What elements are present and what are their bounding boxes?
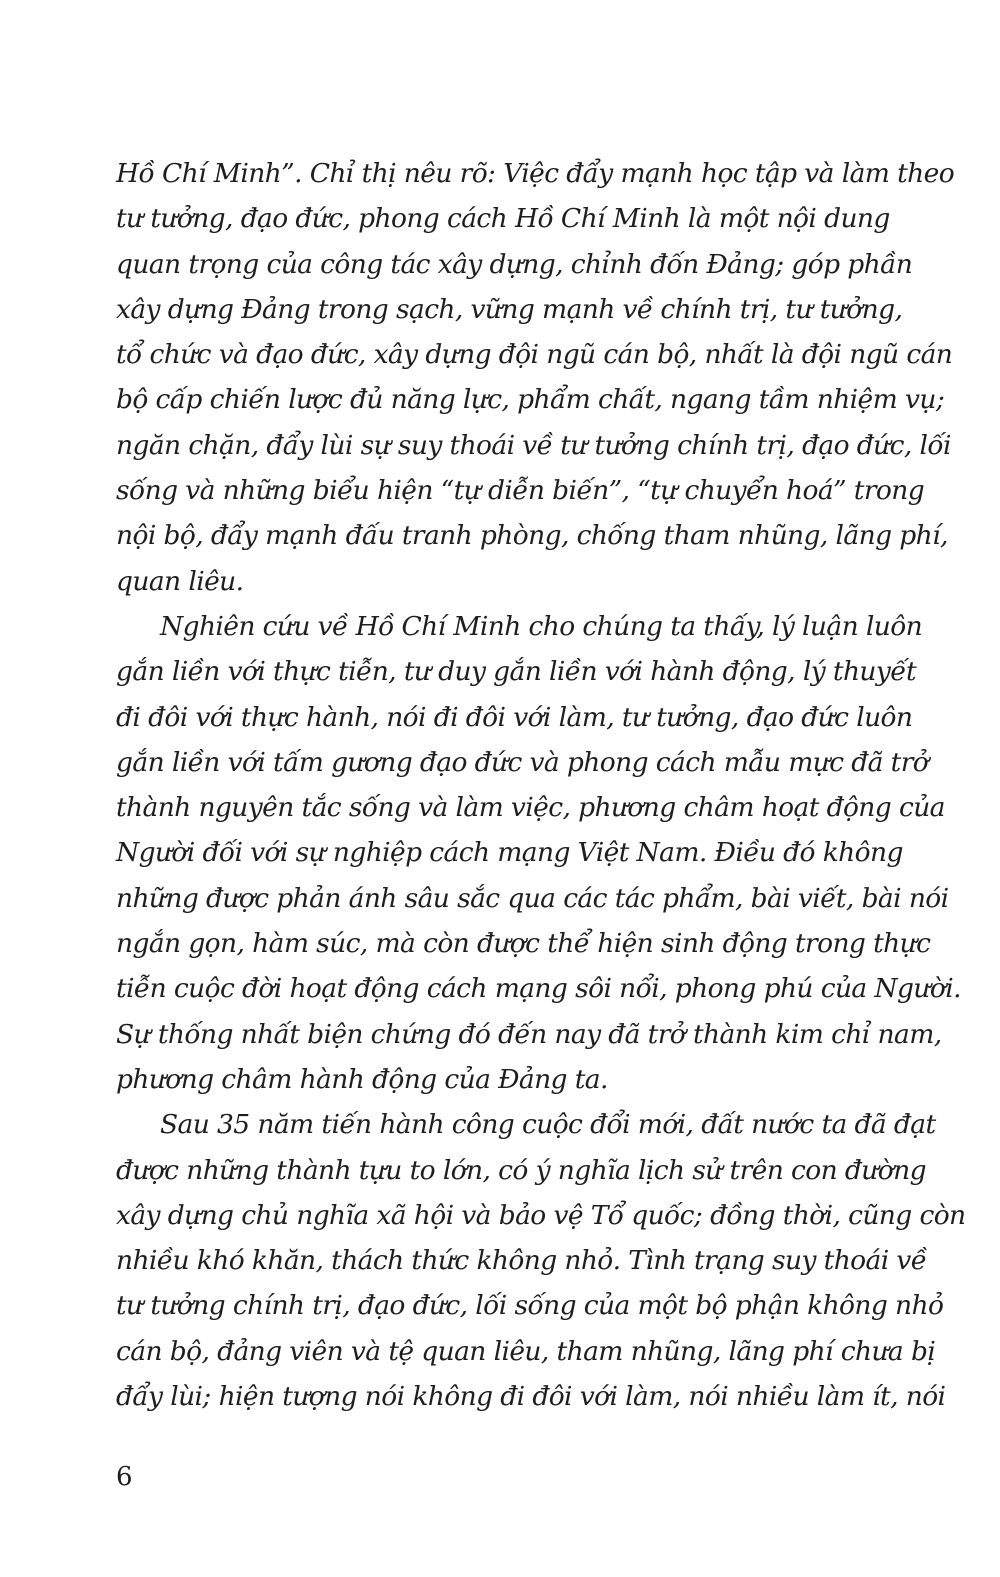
text-line: Sự thống nhất biện chứng đó đến nay đã trở thành kim chỉ nam, bbox=[116, 1018, 942, 1050]
text-line: quan trọng của công tác xây dựng, chỉnh đốn Đảng; góp phần bbox=[116, 248, 913, 280]
text-line: gắn liền với thực tiễn, tư duy gắn liền với hành động, lý thuyết bbox=[116, 656, 916, 688]
text-line: cán bộ, đảng viên và tệ quan liêu, tham nhũng, lãng phí chưa bị bbox=[116, 1335, 936, 1367]
text-line: Người đối với sự nghiệp cách mạng Việt Nam. Điều đó không bbox=[116, 837, 903, 869]
text-line: tư tưởng chính trị, đạo đức, lối sống của một bộ phận không nhỏ bbox=[116, 1290, 944, 1322]
paragraph-1 bbox=[116, 151, 955, 604]
text-line: tổ chức và đạo đức, xây dựng đội ngũ cán bộ, nhất là đội ngũ cán bbox=[116, 339, 953, 371]
text-line: tiễn cuộc đời hoạt động cách mạng sôi nổi, phong phú của Người. bbox=[116, 973, 961, 1005]
paragraph-3 bbox=[116, 1102, 966, 1419]
text-line: sống và những biểu hiện “tự diễn biến”, “tự chuyển hoá” trong bbox=[116, 475, 925, 507]
text-line: tư tưởng, đạo đức, phong cách Hồ Chí Minh là một nội dung bbox=[116, 203, 890, 235]
text-line: xây dựng Đảng trong sạch, vững mạnh về chính trị, tư tưởng, bbox=[116, 293, 903, 325]
text-line: quan liêu. bbox=[116, 565, 244, 597]
text-line: nội bộ, đẩy mạnh đấu tranh phòng, chống tham nhũng, lãng phí, bbox=[116, 520, 948, 552]
text-line: đẩy lùi; hiện tượng nói không đi đôi với làm, nói nhiều làm ít, nói bbox=[116, 1381, 946, 1413]
page-number: 6 bbox=[116, 1462, 133, 1492]
text-line: gắn liền với tấm gương đạo đức và phong cách mẫu mực đã trở bbox=[116, 746, 929, 778]
text-line: ngắn gọn, hàm súc, mà còn được thể hiện sinh động trong thực bbox=[116, 928, 931, 960]
text-line: xây dựng chủ nghĩa xã hội và bảo vệ Tổ quốc; đồng thời, cũng còn bbox=[116, 1199, 966, 1231]
text-line: nhiều khó khăn, thách thức không nhỏ. Tình trạng suy thoái về bbox=[116, 1245, 927, 1277]
text-line: Nghiên cứu về Hồ Chí Minh cho chúng ta thấy, lý luận luôn bbox=[160, 610, 923, 642]
text-line: phương châm hành động của Đảng ta. bbox=[116, 1063, 608, 1095]
text-line: ngăn chặn, đẩy lùi sự suy thoái về tư tưởng chính trị, đạo đức, lối bbox=[116, 429, 951, 461]
paragraph-2 bbox=[116, 604, 961, 1102]
text-line: bộ cấp chiến lược đủ năng lực, phẩm chất, ngang tầm nhiệm vụ; bbox=[116, 384, 945, 416]
text-line: được những thành tựu to lớn, có ý nghĩa lịch sử trên con đường bbox=[116, 1154, 926, 1186]
body-text bbox=[116, 151, 966, 1419]
text-line: những được phản ánh sâu sắc qua các tác phẩm, bài viết, bài nói bbox=[116, 882, 949, 914]
text-line: thành nguyên tắc sống và làm việc, phương châm hoạt động của bbox=[116, 792, 945, 824]
text-line: đi đôi với thực hành, nói đi đôi với làm, tư tưởng, đạo đức luôn bbox=[116, 701, 913, 733]
text-line: Hồ Chí Minh”. Chỉ thị nêu rõ: Việc đẩy mạnh học tập và làm theo bbox=[116, 158, 955, 189]
text-line: Sau 35 năm tiến hành công cuộc đổi mới, đất nước ta đã đạt bbox=[160, 1109, 936, 1141]
